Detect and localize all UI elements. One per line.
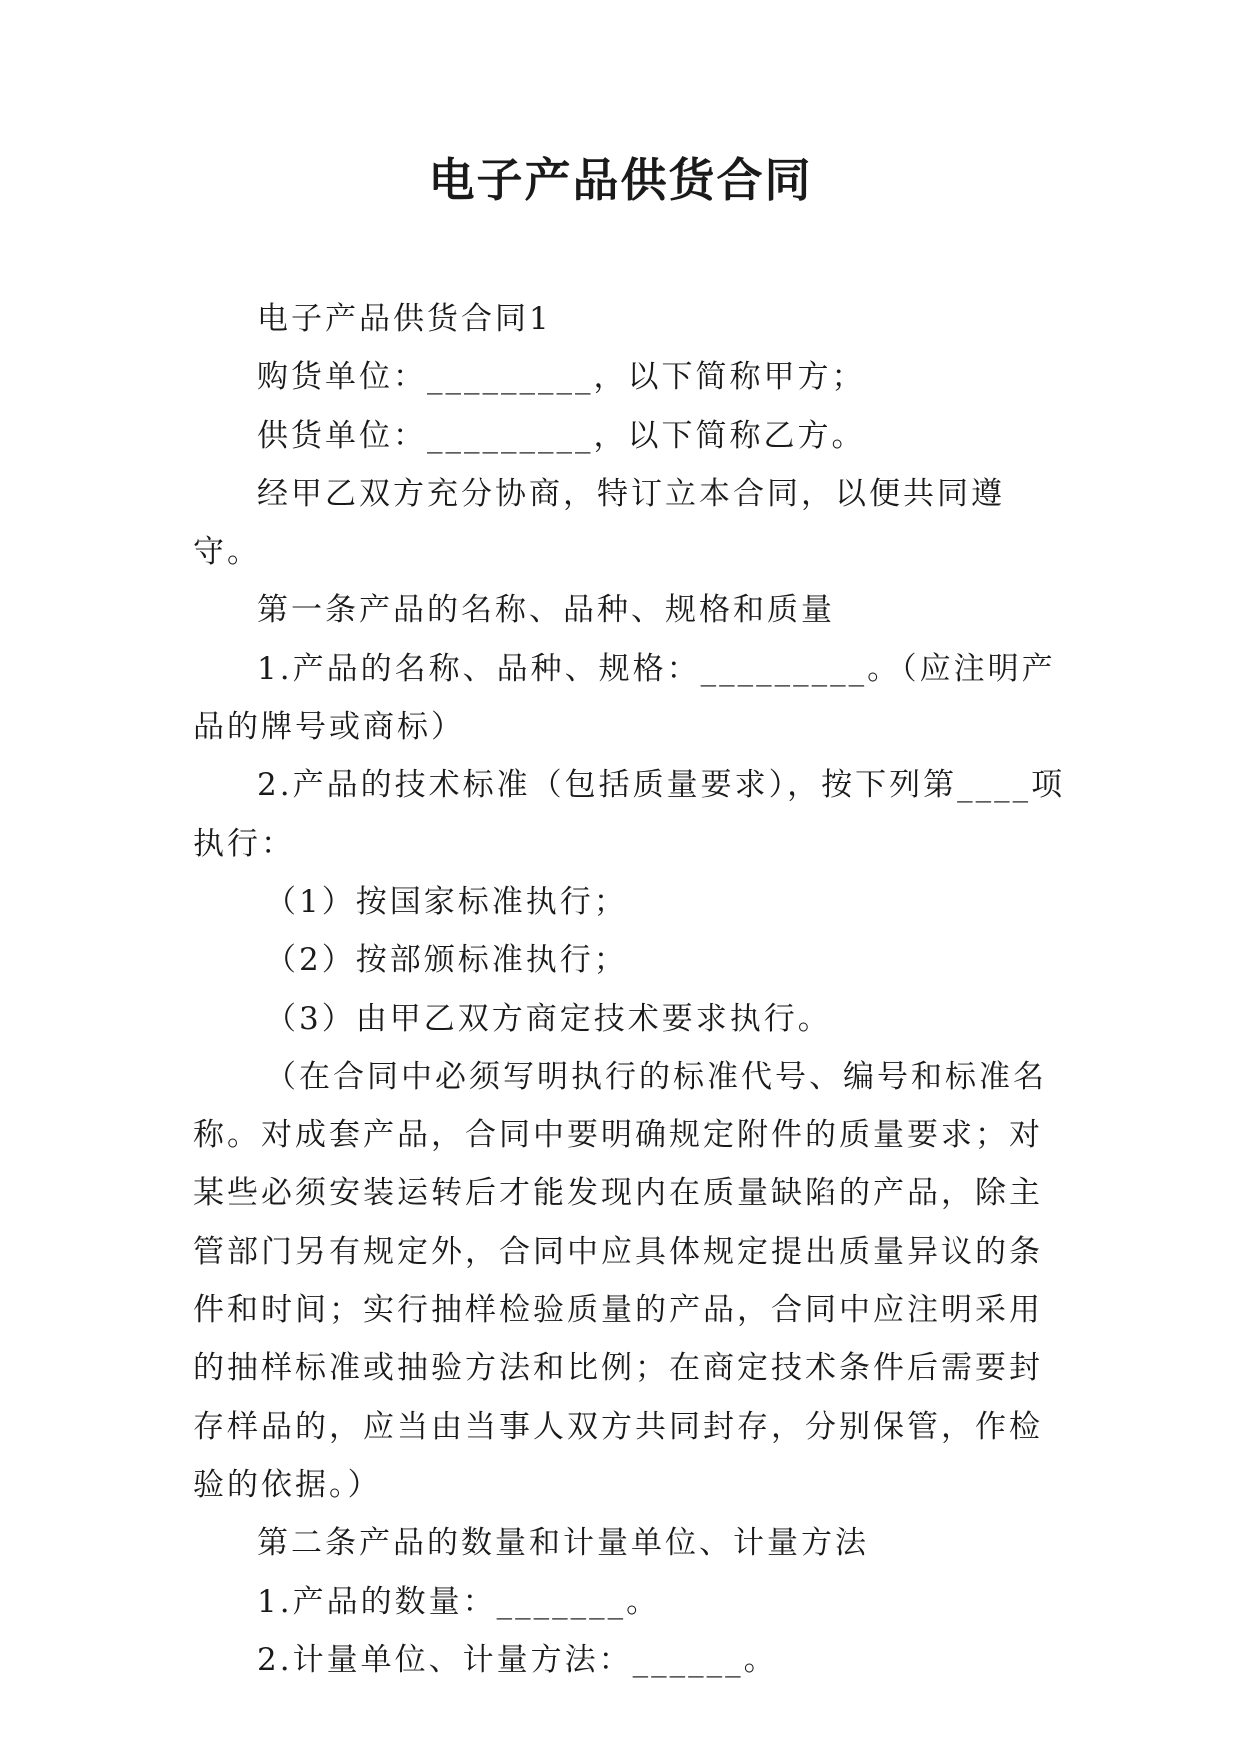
paragraph-item-2-1: 1.产品的数量：_______。 <box>257 1583 661 1620</box>
paragraph-supplier: 供货单位：_________，以下简称乙方。 <box>257 417 866 454</box>
paragraph-item-1-1: 1.产品的名称、品种、规格：_________。（应注明产品的牌号或商标） <box>193 650 1056 746</box>
paragraph-item-1-2: 2.产品的技术标准（包括质量要求），按下列第____项执行： <box>193 767 1066 862</box>
paragraph-option-1: （1）按国家标准执行； <box>265 883 628 920</box>
paragraph-item-2-2: 2.计量单位、计量方法：______。 <box>257 1641 778 1678</box>
document-body <box>193 290 1069 1689</box>
paragraph-buyer: 购货单位：_________，以下简称甲方； <box>257 359 866 396</box>
paragraph-article-2: 第二条产品的数量和计量单位、计量方法 <box>257 1525 869 1562</box>
paragraph-option-3: （3）由甲乙双方商定技术要求执行。 <box>265 1000 832 1037</box>
paragraph-standards-note: （在合同中必须写明执行的标准代号、编号和标准名称。对成套产品，合同中要明确规定附件的质量要求；对某些必须安装运转后才能发现内在质量缺陷的产品，除主管部门另有规定外，合同中应具体规定提出质量异议的条件和时间；实行抽样检验质量的产品，合同中应注明采用的抽样标准或抽验方法和比例；在商定技术条件后需要封存样品的，应当由当事人双方共同封存，分别保管，作检验的依据。） <box>193 1058 1047 1503</box>
paragraph-contract-heading: 电子产品供货合同1 <box>257 301 552 337</box>
paragraph-article-1: 第一条产品的名称、品种、规格和质量 <box>257 592 835 629</box>
paragraph-option-2: （2）按部颁标准执行； <box>265 942 628 979</box>
document-title: 电子产品供货合同 <box>428 153 813 207</box>
paragraph-agreement: 经甲乙双方充分协商，特订立本合同，以便共同遵守。 <box>193 475 1005 571</box>
